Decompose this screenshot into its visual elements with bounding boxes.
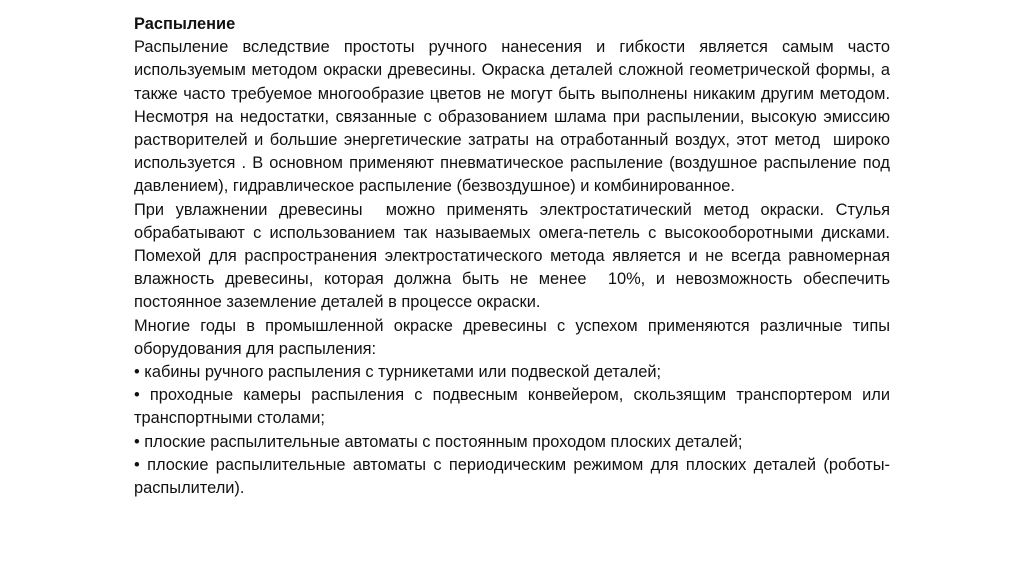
paragraph-spraying-overview: Распыление вследствие простоты ручного нанесения и гибкости является самым часто используемым методом окраски древесины. Окраска деталей сложной геометрической формы, а также часто требуемое многообразие цветов не могут быть выполнены никаким другим методом. Несмотря на недостатки, связанные с образованием шлама при распылении, высокую эмиссию растворителей и большие энергетические затраты на отработанный воздух, этот метод широко используется . В основном применяют пневматическое распыление (воздушное распыление под давлением), гидравлическое распыление (безвоздушное) и комбинированное. [134,38,895,196]
list-item: • плоские распылительные автоматы с периодическим режимом для плоских деталей (роботы-распылители). [134,455,890,498]
document-body [134,13,895,500]
paragraph-equipment-types: Многие годы в промышленной окраске древесины с успехом применяются различные типы оборудования для распыления: [134,316,890,358]
paragraph-electrostatic-method: При увлажнении древесины можно применять электростатический метод окраски. Стулья обрабатывают с использованием так называемых омега-петель с высокооборотными дисками. Помехой для распространения электростатического метода является и не всегда равномерная влажность древесины, которая должна быть не менее 10%, и невозможность обеспечить постоянное заземление деталей в процессе окраски. [134,200,895,312]
document-title: Распыление [134,15,236,33]
list-item: • проходные камеры распыления с подвесным конвейером, скользящим транспортером или транспортными столами; [134,386,890,428]
list-item: • плоские распылительные автоматы с постоянным проходом плоских деталей; [134,432,743,451]
list-item: • кабины ручного распыления с турникетами или подвеской деталей; [134,363,662,382]
